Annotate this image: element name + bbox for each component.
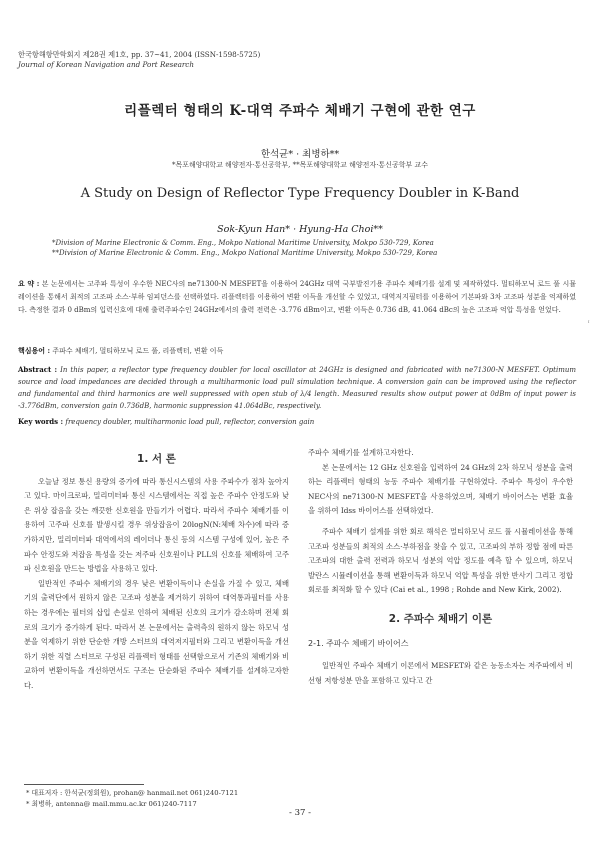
section-2-title: 2. 주파수 체배기 이론 <box>388 612 493 625</box>
section-2-1-paragraph: 일반적인 주파수 체배기 이론에서 MESFET와 같은 능동소자는 저주파에서 비선형 저항성분 만을 포함하고 있다고 간 <box>308 661 573 685</box>
right-column <box>308 446 573 688</box>
intro-paragraph-3: 본 논문에서는 12 GHz 신호원을 입력하여 24 GHz의 2차 하모닉 성분을 출력하는 리플렉터 형태의 능동 주파수 체배기를 구현하였다. 주파수 특성이 우수한 NEC사의 ne71300-N MESFET을 사용하였으며, 체배기 바이어스는 변환 효율을 위하여 Idss 바이어스를 선택하였다. <box>308 462 573 516</box>
keywords-ko <box>18 344 576 358</box>
intro-paragraph-2-cont: 주파수 체배기를 설계하고자한다. <box>308 448 414 457</box>
journal-header-ko: 한국항해항만학회지 제28권 제1호, pp. 37~41, 2004 (ISSN-1598-5725) <box>18 50 261 59</box>
abstract-en-label: Abstract : <box>18 365 58 374</box>
abstract-ko-text: 본 논문에서는 고주파 특성이 우수한 NEC사의 ne71300-N MESFET을 이용하여 24GHz 대역 국부발진기용 주파수 체배기를 설계 및 제작하였다. 멀티하모닉 로드 풀 시뮬레이션을 통해서 최적의 고조파 소스·부하 임피던스를 선택하였다. 리플렉터를 이용하여 변환 이득을 개선할 수 있었고, 대역저지필터를 이용하여 기본파와 3차 고조파 성분을 억제하였다. 측정한 결과 0 dBm의 입력신호에 대해 출력주파수인 24GHz에서의 출력 전력은 -3.776 dBm이고, 변환 이득은 0.736 dB, 41.064 dBc의 높은 고조파 억압 특성을 얻었다. <box>18 280 576 314</box>
footnote-2: * 최병하, antenna@ mail.mmu.ac.kr 061)240-7117 <box>26 800 197 808</box>
authors-en: Sok-Kyun Han* · Hyung-Ha Choi** <box>217 224 383 235</box>
abstract-en <box>18 364 576 412</box>
intro-paragraph-1: 오늘날 정보 통신 용량의 증가에 따라 통신시스템의 사용 주파수가 점차 높아지고 있다. 마이크로파, 밀리미터파 통신 시스템에서는 직접 높은 주파수 안정도와 낮은 위상 잡음을 갖는 깨끗한 신호원을 만들기가 어렵다. 따라서 주파수 체배기를 이용하여 고주파 신호를 발생시킬 경우 위상잡음이 20logN(N:체배 차수)에 따라 증가하지만, 밀리미터파 대역에서의 레이더나 통신 등의 시스템 구성에 있어, 높은 주파수 안정도와 저잡음 특성을 갖는 저주파 신호원이나 PLL의 신호를 체배하여 고주파 신호원을 만드는 방법을 사용하고 있다. <box>24 476 289 574</box>
left-column <box>24 452 289 694</box>
keywords-ko-text: 주파수 체배기, 멀티하모닉 로드 풀, 리플렉터, 변환 이득 <box>52 347 224 355</box>
footnote-rule <box>24 784 144 785</box>
title-ko: 리플렉터 형태의 K-대역 주파수 체배기 구현에 관한 연구 <box>124 103 476 119</box>
journal-header-en: Journal of Korean Navigation and Port Research <box>18 60 194 69</box>
abstract-ko-label: 요 약 : <box>18 279 40 288</box>
affiliation-en-2: **Division of Marine Electronic & Comm. Eng., Mokpo National Maritime University, Mokpo 530-729, Korea <box>52 249 438 257</box>
keywords-en <box>18 416 576 428</box>
keywords-en-label: Key words : <box>18 417 64 426</box>
title-en: A Study on Design of Reflector Type Frequency Doubler in K-Band <box>80 186 520 201</box>
section-2-1-title: 2-1. 주파수 체배기 바이어스 <box>308 638 409 648</box>
margin-mark: ᴵ <box>588 320 590 327</box>
intro-paragraph-4: 주파수 체배기 설계를 위한 회로 해석은 멀티하모닉 로드 풀 시뮬레이션을 통해 고조파 성분들의 최적의 소스·부하점을 찾을 수 있고, 고조파의 부하 정합 점에 따른 고조파의 대한 출력 전력과 하모닉 성분의 억압 정도를 예측 할 수 있으며, 하모닉 발란스 시뮬레이션을 통해 변환이득과 하모닉 억압 특성을 위한 반사기 그리고 정합회로를 최적화 할 수 있다 (Cai et al., 1998 ; Rohde and New Kirk, 2002). <box>308 526 573 595</box>
section-intro-title: 1. 서 론 <box>137 453 176 465</box>
authors-ko: 한석균* · 최병하** <box>260 149 340 160</box>
page-number: - 37 - <box>289 808 311 818</box>
keywords-en-text: frequency doubler, multiharmonic load pull, reflector, conversion gain <box>65 418 315 426</box>
abstract-ko <box>18 277 576 317</box>
abstract-en-text: In this paper, a reflector type frequency doubler for local oscillator at 24GHz is designed and fabricated with ne71300-N MESFET. Optimum source and load impedances are decided through a multiharmonic load pull simulation technique. A conversion gain can be improved using the reflector and fundamental and third harmonics are well suppressed with open stub of λ/4 length. Measured results show output power at 0dBm of input power is -3.776dBm, conversion gain 0.736dB, harmonic suppression 41.064dBc, respectively. <box>18 366 576 410</box>
affiliation-en-1: *Division of Marine Electronic & Comm. Eng., Mokpo National Maritime University, Mokpo 530-729, Korea <box>52 239 434 247</box>
intro-paragraph-2: 일반적인 주파수 체배기의 경우 낮은 변환이득이나 손실을 가질 수 있고, 체배기의 출력단에서 원하지 않은 고조파 성분을 제거하기 위하여 대역통과필터를 사용하는 경우에는 필터의 삽입 손실로 인하여 체배된 신호의 크기가 감소하며 전체 회로의 크기가 증가하게 된다. 따라서 본 논문에서는 출력측의 원하지 않는 하모닉 성분을 억제하기 위한 단순한 개방 스터브의 대역저지필터와 그리고 변환이득을 개선하기 위한 직렬 스터브로 구성된 리플렉터 형태를 선택함으로서 기존의 체배기와 비교하여 변환이득을 개선하면서도 구조는 단순화된 주파수 체배기를 설계하고자한다. <box>24 578 289 690</box>
footnote-1: * 대표저자 : 한석균(정회원), prohan@ hanmail.net 061)240-7121 <box>26 789 239 797</box>
affiliations-ko: *목포해양대학교 해양전자·통신공학부, **목포해양대학교 해양전자·통신공학부 교수 <box>172 161 428 169</box>
keywords-ko-label: 핵심용어 : <box>18 346 51 355</box>
